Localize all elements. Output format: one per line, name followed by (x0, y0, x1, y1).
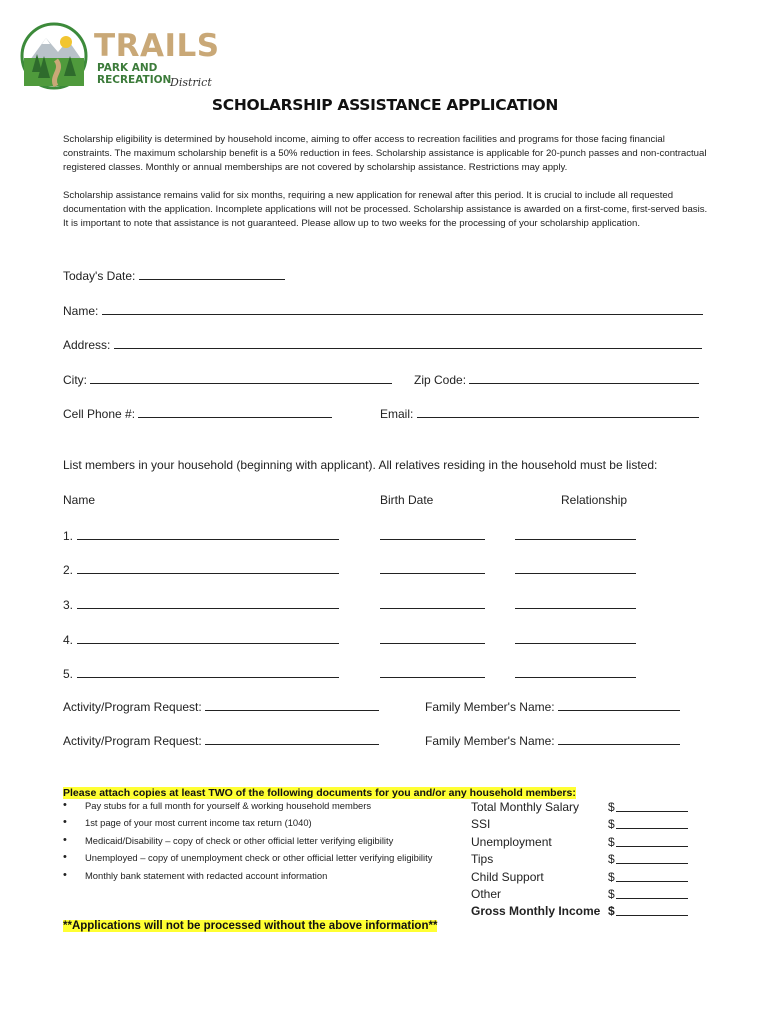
logo-brand-text: TRAILS (94, 28, 220, 64)
phone-field (63, 407, 332, 421)
logo-emblem-icon (18, 20, 96, 90)
income-input-line[interactable] (616, 863, 688, 864)
activity-label: Activity/Program Request: (63, 734, 202, 748)
dollar-sign: $ (608, 904, 615, 919)
email-label: Email: (380, 407, 414, 421)
member-name-line[interactable] (77, 667, 339, 678)
dollar-sign: $ (608, 800, 615, 814)
phone-input-line[interactable] (138, 407, 332, 418)
relationship-line-2[interactable] (515, 561, 636, 579)
birth-date-line-5[interactable] (380, 665, 485, 683)
member-label: Family Member's Name: (425, 700, 555, 714)
address-label: Address: (63, 338, 111, 352)
income-list (471, 800, 701, 922)
page-title: SCHOLARSHIP ASSISTANCE APPLICATION (211, 96, 559, 114)
applications-warning: **Applications will not be processed without the above information** (63, 920, 438, 932)
income-row-gross (471, 904, 701, 921)
income-input-line[interactable] (616, 828, 688, 829)
phone-label: Cell Phone #: (63, 407, 136, 421)
relationship-line-1[interactable] (515, 527, 636, 545)
eligibility-paragraph: Scholarship eligibility is determined by household income, aiming to offer access to recreation facilities and programs for those facing financial constraints. The maximum scholarship benefit is a 50% reduction in fees. Scholarship assistance is applicable for 20-punch passes and non-contractual registered classes. Monthly or annual memberships are not covered by scholarship assistance. Restrictions may apply. (63, 134, 707, 173)
relationship-line-4[interactable] (515, 631, 636, 649)
row-number: 3. (63, 598, 74, 612)
member-input-line[interactable] (558, 700, 680, 711)
row-number: 5. (63, 667, 74, 681)
member-name-line[interactable] (77, 633, 339, 644)
dollar-sign: $ (608, 869, 615, 884)
row-number: 4. (63, 633, 74, 647)
income-row-child-support (471, 870, 701, 887)
column-header-name: Name (63, 493, 96, 507)
activity-request-2 (63, 734, 379, 748)
income-label: Tips (471, 852, 494, 867)
family-member-2 (425, 734, 680, 748)
row-number: 2. (63, 563, 74, 577)
activity-input-line[interactable] (205, 734, 379, 745)
logo-subtitle-text: PARK AND RECREATION (97, 62, 172, 86)
income-row-unemployment (471, 835, 701, 852)
income-input-line[interactable] (616, 898, 688, 899)
relationship-line-3[interactable] (515, 596, 636, 614)
member-name-line[interactable] (77, 598, 339, 609)
logo-signature: District (170, 76, 212, 89)
household-row-4 (63, 631, 339, 649)
validity-paragraph: Scholarship assistance remains valid for six months, requiring a new application for renewal after this period. It is crucial to include all requested documentation with the application. Incomplete applications will not be processed. Scholarship assistance is awarded on a first-come, first-served basis. It is important to note that assistance is not guaranteed. Please allow up to two weeks for the processing of your scholarship application. (63, 190, 708, 229)
name-input-line[interactable] (102, 304, 703, 315)
income-input-line[interactable] (616, 811, 688, 812)
income-label: Total Monthly Salary (471, 800, 580, 814)
zip-field (414, 373, 699, 387)
dollar-sign: $ (608, 834, 615, 849)
row-number: 1. (63, 529, 74, 543)
income-row-other (471, 887, 701, 904)
gross-income-label: Gross Monthly Income (471, 904, 601, 919)
list-item: • 1st page of your most current income tax return (1040) (63, 817, 473, 834)
email-field (380, 407, 699, 421)
date-label: Today's Date: (63, 269, 136, 283)
income-label: SSI (471, 817, 491, 832)
city-label: City: (63, 373, 87, 387)
income-label: Child Support (471, 869, 544, 884)
household-row-3 (63, 596, 339, 614)
relationship-line-5[interactable] (515, 665, 636, 683)
documents-heading-wrap (63, 783, 576, 801)
list-item: • Unemployed – copy of unemployment check or other official letter verifying eligibility (63, 852, 473, 869)
email-input-line[interactable] (417, 407, 699, 418)
address-field (63, 338, 702, 352)
city-field (63, 373, 392, 387)
address-input-line[interactable] (114, 338, 702, 349)
column-header-birth-date: Birth Date (380, 493, 434, 507)
column-header-relationship: Relationship (561, 493, 628, 507)
name-label: Name: (63, 304, 99, 318)
income-row-salary (471, 800, 701, 817)
documents-list (63, 800, 473, 887)
list-item: • Medicaid/Disability – copy of check or other official letter verifying eligibility (63, 835, 473, 852)
dollar-sign: $ (608, 886, 615, 901)
name-field (63, 304, 703, 318)
birth-date-line-4[interactable] (380, 631, 485, 649)
date-input-line[interactable] (139, 269, 285, 280)
gross-income-input-line[interactable] (616, 915, 688, 916)
dollar-sign: $ (608, 852, 615, 867)
date-field (63, 269, 285, 283)
household-intro: List members in your household (beginning with applicant). All relatives residing in the household must be listed: (63, 458, 658, 472)
family-member-1 (425, 700, 680, 714)
dollar-sign: $ (608, 817, 615, 832)
income-row-ssi (471, 817, 701, 834)
zip-label: Zip Code: (414, 373, 467, 387)
trails-logo (18, 20, 218, 92)
birth-date-line-1[interactable] (380, 527, 485, 545)
birth-date-line-2[interactable] (380, 561, 485, 579)
activity-request-1 (63, 700, 379, 714)
member-input-line[interactable] (558, 734, 680, 745)
member-name-line[interactable] (77, 563, 339, 574)
household-row-2 (63, 561, 339, 579)
zip-input-line[interactable] (469, 373, 699, 384)
list-item: • Pay stubs for a full month for yourself & working household members (63, 800, 473, 817)
documents-heading: Please attach copies at least TWO of the following documents for you and/or any household members: (63, 787, 576, 799)
income-label: Unemployment (471, 834, 552, 849)
member-name-line[interactable] (77, 529, 339, 540)
member-label: Family Member's Name: (425, 734, 555, 748)
income-input-line[interactable] (616, 846, 688, 847)
income-label: Other (471, 886, 502, 901)
income-row-tips (471, 852, 701, 869)
household-row-5 (63, 665, 339, 683)
city-input-line[interactable] (90, 373, 392, 384)
income-input-line[interactable] (616, 881, 688, 882)
birth-date-line-3[interactable] (380, 596, 485, 614)
activity-input-line[interactable] (205, 700, 379, 711)
household-row-1 (63, 527, 339, 545)
list-item: • Monthly bank statement with redacted account information (63, 870, 473, 887)
activity-label: Activity/Program Request: (63, 700, 202, 714)
